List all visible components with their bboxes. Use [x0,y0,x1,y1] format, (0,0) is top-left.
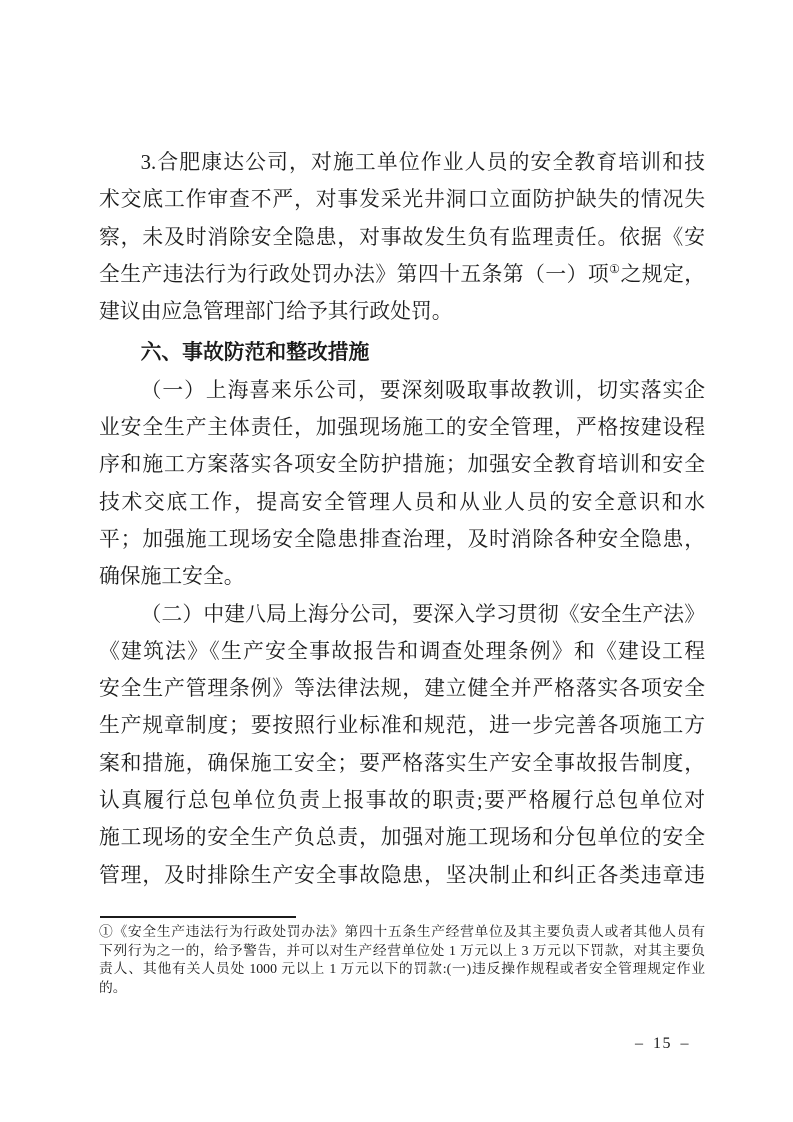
text-line [99,256,705,293]
footnote-reference-mark: ① [609,261,621,276]
text-line: 平；加强施工现场安全隐患排查治理，及时消除各种安全隐患， [99,527,705,551]
text-segment: 之规定， [620,262,706,286]
text-line: 技术交底工作，提高安全管理人员和从业人员的安全意识和水 [99,490,705,514]
text-line: 序和施工方案落实各项安全防护措施；加强安全教育培训和安全 [99,453,705,477]
text-line: 认真履行总包单位负责上报事故的职责;要严格履行总包单位对 [99,789,705,813]
footnote-line: 责人、其他有关人员处 1000 元以上 1 万元以下的罚款:(一)违反操作规程或者安全管理规定作业 [99,961,705,977]
footnote-separator-rule [100,916,296,918]
text-line: 察，未及时消除安全隐患，对事故发生负有监理责任。依据《安 [99,225,705,249]
text-line: 案和措施，确保施工安全；要严格落实生产安全事故报告制度， [99,751,705,775]
text-line: 六、事故防范和整改措施 [140,341,370,365]
paragraph-measure-shanghai-xilaile [99,372,705,596]
paragraph-liability-hefei-kangda [99,144,705,330]
text-line: 业安全生产主体责任，加强现场施工的安全管理，严格按建设程 [99,416,705,440]
text-line: 管理，及时排除生产安全事故隐患，坚决制止和纠正各类违章违 [99,863,705,887]
footnote-text [99,923,705,997]
text-segment: 全生产违法行为行政处罚办法》第四十五条第（一）项 [99,262,610,286]
text-line: 生产规章制度；要按照行业标准和规范，进一步完善各项施工方 [99,714,705,738]
text-line: 3.合肥康达公司，对施工单位作业人员的安全教育培训和技 [140,151,705,174]
section-heading-accident-prevention-measures [99,334,705,371]
text-line: 术交底工作审查不严，对事发采光井洞口立面防护缺失的情况失 [99,188,705,212]
paragraph-measure-cscec-8th-bureau-shanghai [99,596,705,894]
text-line: （二）中建八局上海分公司，要深入学习贯彻《安全生产法》 [140,602,705,626]
text-line: 《建筑法》《生产安全事故报告和调查处理条例》和《建设工程 [99,639,705,663]
footnote-line: 下列行为之一的，给予警告，并可以对生产经营单位处 1 万元以上 3 万元以下罚款，对其主要负 [99,942,705,958]
page-number: – 15 – [635,1035,690,1052]
text-line: 建议由应急管理部门给予其行政处罚。 [99,300,453,324]
text-line: （一）上海喜来乐公司，要深刻吸取事故教训，切实落实企 [140,378,705,402]
document-body [99,144,705,894]
text-line: 安全生产管理条例》等法律法规，建立健全并严格落实各项安全 [99,677,705,701]
footnote-line: ①《安全生产违法行为行政处罚办法》第四十五条生产经营单位及其主要负责人或者其他人员有 [99,924,705,939]
footnote-line: 的。 [99,979,127,995]
text-line: 施工现场的安全生产负总责，加强对施工现场和分包单位的安全 [99,826,705,850]
text-line: 确保施工安全。 [99,565,245,589]
